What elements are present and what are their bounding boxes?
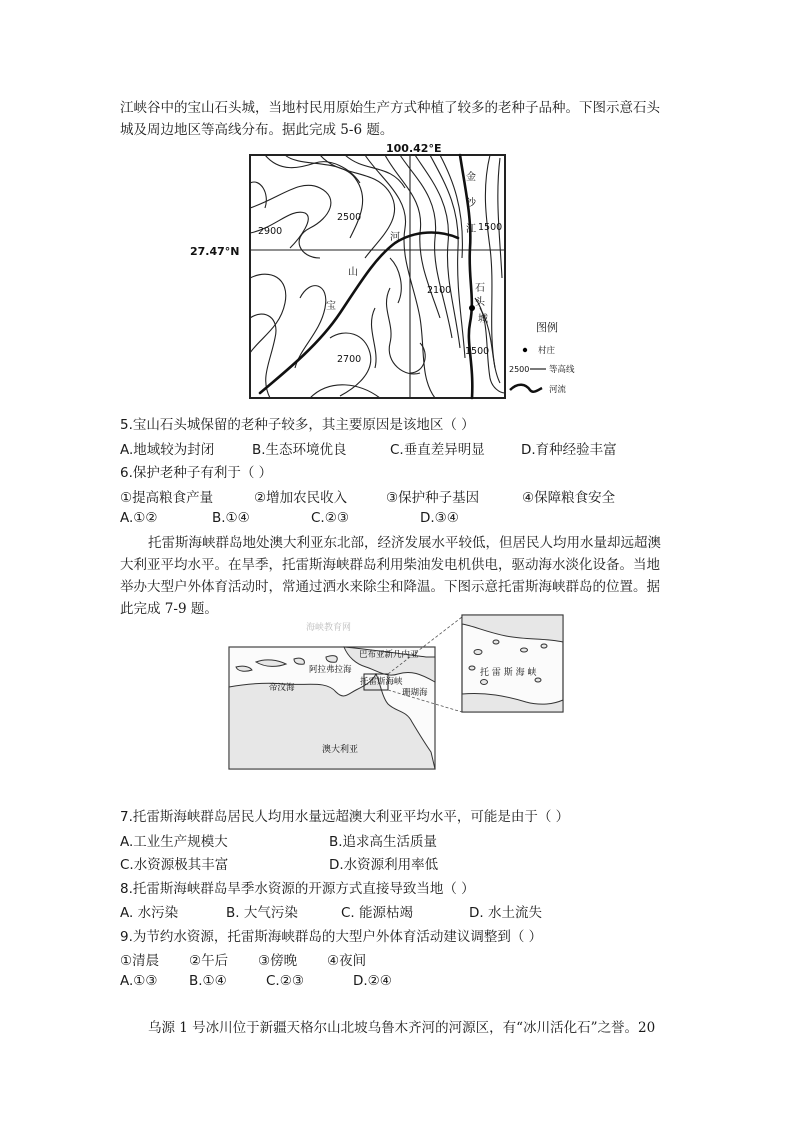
q8-option-c[interactable]: C. 能源枯竭 — [341, 905, 414, 921]
watermark: 海峡教育网 — [306, 623, 352, 633]
q6-item-4: ④保障粮食安全 — [522, 490, 616, 506]
intro3-line-1: 乌源 1 号冰川位于新疆天格尔山北坡乌鲁木齐河的河源区，有“冰川活化石”之誉。20 — [148, 1020, 656, 1036]
q6-item-1: ①提高粮食产量 — [120, 490, 214, 506]
q7-option-b[interactable]: B.追求高生活质量 — [329, 834, 438, 850]
contour-label-2500: 2500 — [337, 212, 362, 223]
label-he: 河 — [390, 232, 400, 243]
q6-item-3: ③保护种子基因 — [386, 490, 480, 506]
q7-stem: 7.托雷斯海峡群岛居民人均用水量远超澳大利亚平均水平，可能是由于（ ） — [120, 809, 570, 825]
label-torres-strait: 托雷斯海峡 — [360, 677, 403, 687]
contour-label-2900: 2900 — [258, 226, 283, 237]
intro2-line-3: 举办大型户外体育活动时，常通过洒水来除尘和降温。下图示意托雷斯海峡群岛的位置。据 — [120, 579, 660, 595]
legend-river: 河流 — [549, 385, 567, 395]
legend-contour: 等高线 — [549, 365, 575, 375]
q6-item-2: ②增加农民收入 — [254, 490, 348, 506]
intro2-line-4: 此完成 7-9 题。 — [120, 601, 218, 617]
label-coral-sea: 珊瑚海 — [402, 688, 428, 698]
intro2-line-2: 大利亚平均水平。在旱季，托雷斯海峡群岛利用柴油发电机供电，驱动海水淡化设备。当地 — [120, 557, 660, 573]
q5-option-a[interactable]: A.地域较为封闭 — [120, 442, 215, 458]
label-australia: 澳大利亚 — [322, 745, 359, 755]
legend-title: 图例 — [536, 321, 558, 334]
q8-option-b[interactable]: B. 大气污染 — [226, 905, 298, 921]
river-char-sha: 沙 — [466, 198, 476, 209]
inset-label-torres: 托 雷 斯 海 峡 — [480, 668, 537, 678]
q9-option-c[interactable]: C.②③ — [266, 973, 304, 989]
label-shan: 山 — [348, 267, 358, 278]
label-papua-new-guinea: 巴布亚新几内亚 — [359, 650, 419, 660]
river-line-icon — [510, 385, 542, 392]
village-marker-icon — [523, 348, 527, 352]
q5-stem: 5.宝山石头城保留的老种子较多，其主要原因是该地区（ ） — [120, 417, 475, 433]
map-legend — [509, 320, 575, 395]
q7-option-a[interactable]: A.工业生产规模大 — [120, 834, 228, 850]
q7-option-d[interactable]: D.水资源利用率低 — [329, 857, 439, 873]
label-bao: 宝 — [326, 301, 336, 312]
q5-option-c[interactable]: C.垂直差异明显 — [390, 442, 485, 458]
q9-option-b[interactable]: B.①④ — [189, 973, 227, 989]
label-shi: 石 — [475, 283, 485, 294]
q5-option-b[interactable]: B.生态环境优良 — [252, 442, 347, 458]
q6-stem: 6.保护老种子有利于（ ） — [120, 465, 273, 481]
contour-label-2100: 2100 — [427, 285, 452, 296]
contour-label-1500-b: 1500 — [465, 346, 490, 357]
q8-option-d[interactable]: D. 水土流失 — [469, 905, 542, 921]
q6-option-c[interactable]: C.②③ — [311, 510, 349, 526]
q9-stem: 9.为节约水资源，托雷斯海峡群岛的大型户外体育活动建议调整到（ ） — [120, 929, 543, 945]
q5-option-d[interactable]: D.育种经验丰富 — [521, 442, 617, 458]
q8-option-a[interactable]: A. 水污染 — [120, 905, 179, 921]
q6-option-a[interactable]: A.①② — [120, 510, 158, 526]
q9-item-4: ④夜间 — [327, 953, 367, 969]
contour-label-2700: 2700 — [337, 354, 362, 365]
q9-item-3: ③傍晚 — [258, 953, 298, 969]
q8-stem: 8.托雷斯海峡群岛旱季水资源的开源方式直接导致当地（ ） — [120, 881, 475, 897]
river-char-jin: 金 — [466, 172, 476, 183]
q9-option-a[interactable]: A.①③ — [120, 973, 158, 989]
q9-option-d[interactable]: D.②④ — [353, 973, 392, 989]
latitude-label: 27.47°N — [190, 245, 240, 258]
intro-line-2: 城及周边地区等高线分布。据此完成 5-6 题。 — [120, 122, 394, 138]
q9-item-1: ①清晨 — [120, 953, 160, 969]
longitude-label: 100.42°E — [386, 142, 442, 155]
label-cheng: 城 — [478, 314, 488, 325]
q6-option-b[interactable]: B.①④ — [212, 510, 250, 526]
intro2-line-1: 托雷斯海峡群岛地处澳大利亚东北部，经济发展水平较低，但居民人均用水量却远超澳 — [148, 535, 661, 551]
legend-village: 村庄 — [538, 346, 556, 356]
river-char-jiang: 江 — [466, 224, 476, 235]
q7-option-c[interactable]: C.水资源极其丰富 — [120, 857, 229, 873]
intro-line-1: 江峡谷中的宝山石头城，当地村民用原始生产方式种植了较多的老种子品种。下图示意石头 — [120, 100, 660, 116]
q6-option-d[interactable]: D.③④ — [420, 510, 459, 526]
label-tou: 头 — [475, 297, 485, 308]
legend-contour-value: 2500 — [509, 365, 530, 374]
label-arafura-sea: 阿拉弗拉海 — [309, 665, 352, 675]
torres-strait-map — [226, 612, 566, 772]
label-timor-sea: 帝汶海 — [269, 683, 295, 693]
contour-map — [190, 138, 610, 400]
contour-label-1500-a: 1500 — [478, 222, 503, 233]
q9-item-2: ②午后 — [189, 953, 229, 969]
